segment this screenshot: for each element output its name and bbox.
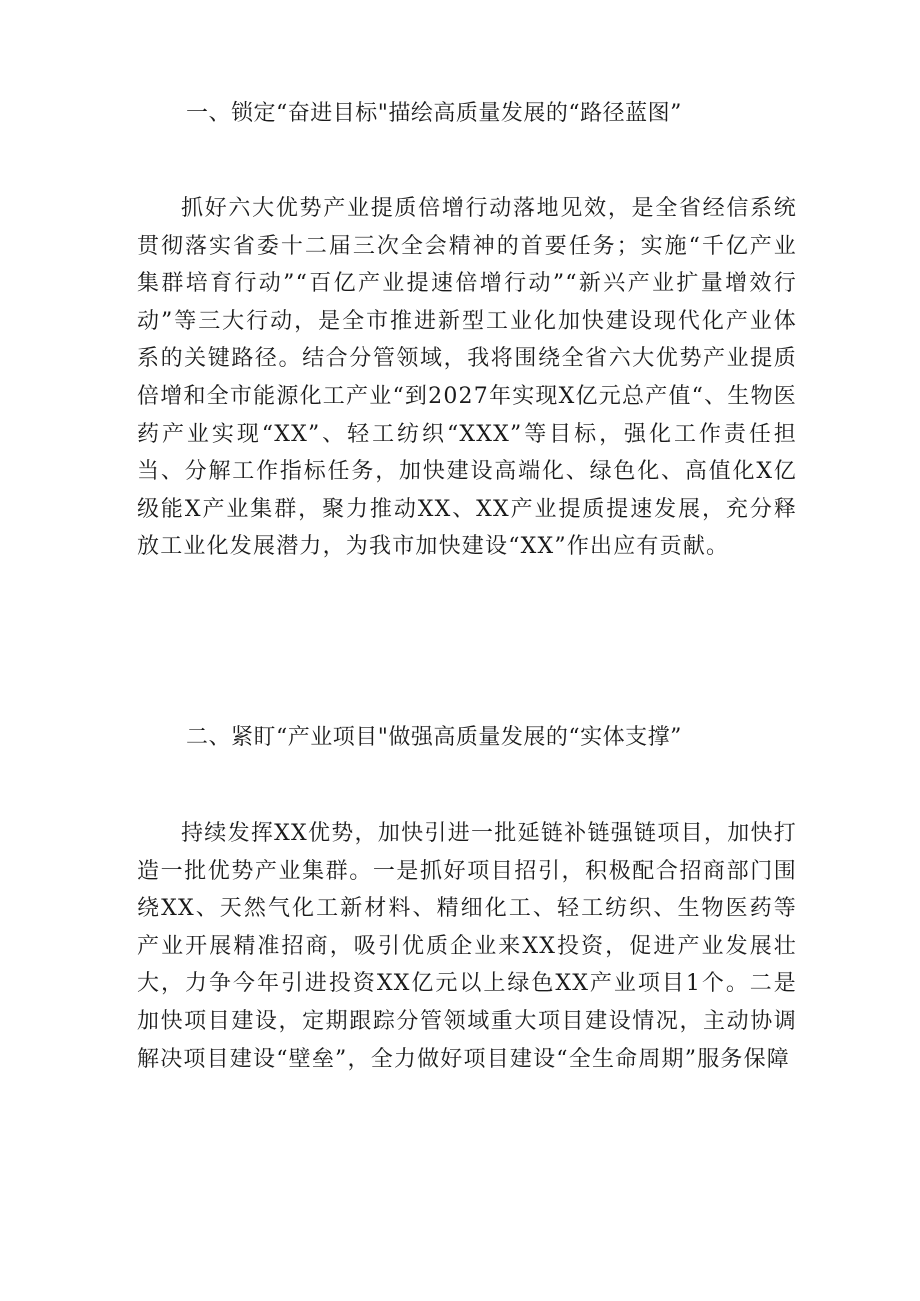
section-heading: 二、紧盯“产业项目"做强高质量发展的“实体支撑” bbox=[186, 725, 682, 750]
section-paragraph: 抓好六大优势产业提质倍增行动落地见效，是全省经信系统贯彻落实省委十二届三次全会精神的首要任务；实施“千亿产业集群培育行动”“百亿产业提速倍增行动”“新兴产业扩量增效行动”等三大行动，是全市推进新型工业化加快建设现代化产业体系的关键路径。结合分管领域，我将围绕全省六大优势产业提质倍增和全市能源化工产业“到2027年实现X亿元总产值“、生物医药产业实现“XX”、轻工纺织“XXX”等目标，强化工作责任担当、分解工作指标任务，加快建设高端化、绿色化、高值化X亿级能X产业集群，聚力推动XX、XX产业提质提速发展，充分释放工业化发展潜力，为我市加快建设“XX”作出应有贡献。 bbox=[137, 196, 797, 560]
section-heading: 一、锁定“奋进目标"描绘高质量发展的“路径蓝图” bbox=[186, 101, 682, 126]
section-paragraph: 持续发挥XX优势，加快引进一批延链补链强链项目，加快打造一批优势产业集群。一是抓好项目招引，积极配合招商部门围绕XX、天然气化工新材料、精细化工、轻工纺织、生物医药等产业开展精准招商，吸引优质企业来XX投资，促进产业发展壮大，力争今年引进投资XX亿元以上绿色XX产业项目1个。二是加快项目建设，定期跟踪分管领域重大项目建设情况，主动协调解决项目建设“壁垒”，全力做好项目建设“全生命周期”服务保障 bbox=[137, 821, 797, 1072]
